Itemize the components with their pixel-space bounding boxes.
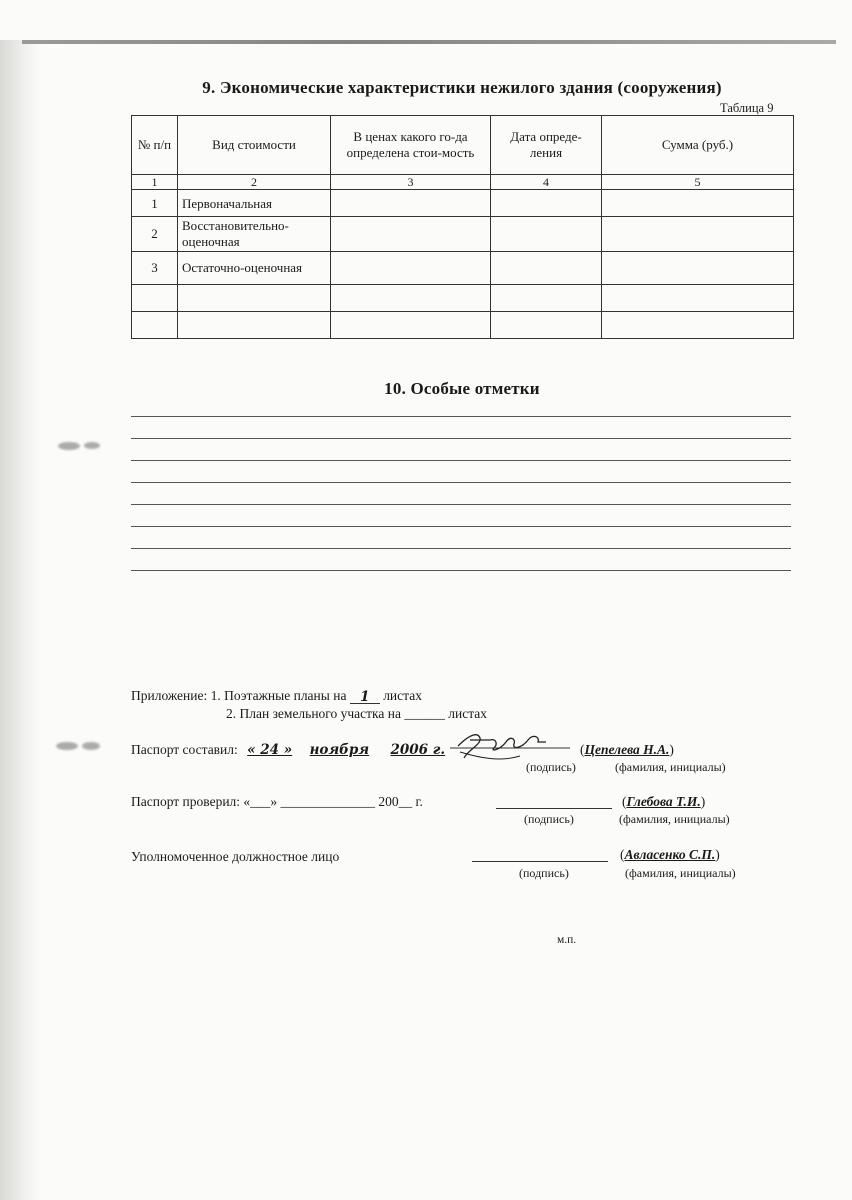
scan-top-bar xyxy=(22,40,836,44)
notes-line xyxy=(131,460,791,461)
appendix-line-1 xyxy=(131,688,422,704)
section-10-title: 10. Особые отметки xyxy=(384,379,540,398)
appendix-item-1-unit: листах xyxy=(383,688,422,703)
stamp-place: м.п. xyxy=(557,934,577,946)
official-name: Авласенко С.П. xyxy=(624,847,716,862)
appendix-item-2-blank: ______ xyxy=(404,706,445,721)
economic-characteristics-table xyxy=(131,115,794,339)
appendix-label: Приложение: xyxy=(131,688,208,703)
table-label: Таблица 9 xyxy=(720,101,774,115)
appendix-item-1-value: 1 xyxy=(360,689,370,705)
row-value-type: Остаточно-оценочная xyxy=(178,251,331,284)
official-name-line: (Авласенко С.П.) xyxy=(620,847,720,862)
compiled-name-caption: (фамилия, инициалы) xyxy=(615,760,726,774)
table-header-row xyxy=(132,116,794,175)
compiled-month: ноября xyxy=(309,742,370,758)
table-row-empty xyxy=(132,311,794,338)
row-cell-empty xyxy=(491,251,602,284)
compiled-by-line xyxy=(131,742,445,758)
checked-date: «___» ______________ 200__ г. xyxy=(243,794,423,809)
compiled-label: Паспорт составил: xyxy=(131,742,238,757)
hole-punch-mark xyxy=(82,742,100,750)
compiled-day: « 24 » xyxy=(247,742,293,758)
row-value-type: Первоначальная xyxy=(178,190,331,217)
official-line xyxy=(131,849,339,865)
official-name-caption: (фамилия, инициалы) xyxy=(625,866,736,880)
row-cell-empty xyxy=(602,251,794,284)
column-number: 1 xyxy=(132,175,178,190)
header-price-year: В ценах какого го-да определена стои-мость xyxy=(331,116,491,175)
compiled-sign-caption: (подпись) xyxy=(526,760,576,774)
hole-punch-mark xyxy=(84,442,100,449)
row-number: 1 xyxy=(132,190,178,217)
column-number: 2 xyxy=(178,175,331,190)
row-number: 3 xyxy=(132,251,178,284)
checked-sign-caption: (подпись) xyxy=(524,812,574,826)
table-row xyxy=(132,217,794,251)
header-number: № п/п xyxy=(132,116,178,175)
checked-name-line: (Глебова Т.И.) xyxy=(622,794,706,809)
compiled-name: Цепелева Н.А. xyxy=(584,742,670,757)
row-cell-empty xyxy=(491,190,602,217)
notes-line xyxy=(131,570,791,571)
row-cell-empty xyxy=(491,217,602,251)
row-cell-empty xyxy=(331,190,491,217)
notes-line xyxy=(131,482,791,483)
header-sum: Сумма (руб.) xyxy=(602,116,794,175)
checked-name: Глебова Т.И. xyxy=(626,794,701,809)
hole-punch-mark xyxy=(58,442,80,450)
checked-signature-line xyxy=(496,794,612,809)
row-cell-empty xyxy=(331,251,491,284)
column-numbers-row xyxy=(132,175,794,190)
checked-name-caption: (фамилия, инициалы) xyxy=(619,812,730,826)
notes-line xyxy=(131,438,791,439)
table-row xyxy=(132,190,794,217)
notes-line xyxy=(131,504,791,505)
compiled-year: 2006 г. xyxy=(390,742,446,758)
scan-edge-shadow xyxy=(0,40,40,1200)
column-number: 5 xyxy=(602,175,794,190)
appendix-line-2 xyxy=(226,706,487,722)
row-cell-empty xyxy=(331,217,491,251)
header-value-type: Вид стоимости xyxy=(178,116,331,175)
row-value-type: Восстановительно-оценочная xyxy=(178,217,331,251)
appendix-item-1-text: 1. Поэтажные планы на xyxy=(210,688,347,703)
table-row-empty xyxy=(132,284,794,311)
column-number: 4 xyxy=(491,175,602,190)
notes-line xyxy=(131,548,791,549)
checked-by-line xyxy=(131,794,423,810)
row-cell-empty xyxy=(602,217,794,251)
official-sign-caption: (подпись) xyxy=(519,866,569,880)
checked-label: Паспорт проверил: xyxy=(131,794,241,809)
compiled-name-line: (Цепелева Н.А.) xyxy=(580,742,674,757)
appendix-item-2-text: 2. План земельного участка на xyxy=(226,706,401,721)
hole-punch-mark xyxy=(56,742,78,750)
table-row xyxy=(132,251,794,284)
official-signature-line xyxy=(472,847,608,862)
header-date: Дата опреде-ления xyxy=(491,116,602,175)
official-label: Уполномоченное должностное лицо xyxy=(131,849,340,864)
appendix-item-2-unit: листах xyxy=(448,706,488,721)
row-number: 2 xyxy=(132,217,178,251)
notes-line xyxy=(131,526,791,527)
column-number: 3 xyxy=(331,175,491,190)
notes-line xyxy=(131,416,791,417)
row-cell-empty xyxy=(602,190,794,217)
section-9-title: 9. Экономические характеристики нежилого здания (сооружения) xyxy=(202,78,722,97)
